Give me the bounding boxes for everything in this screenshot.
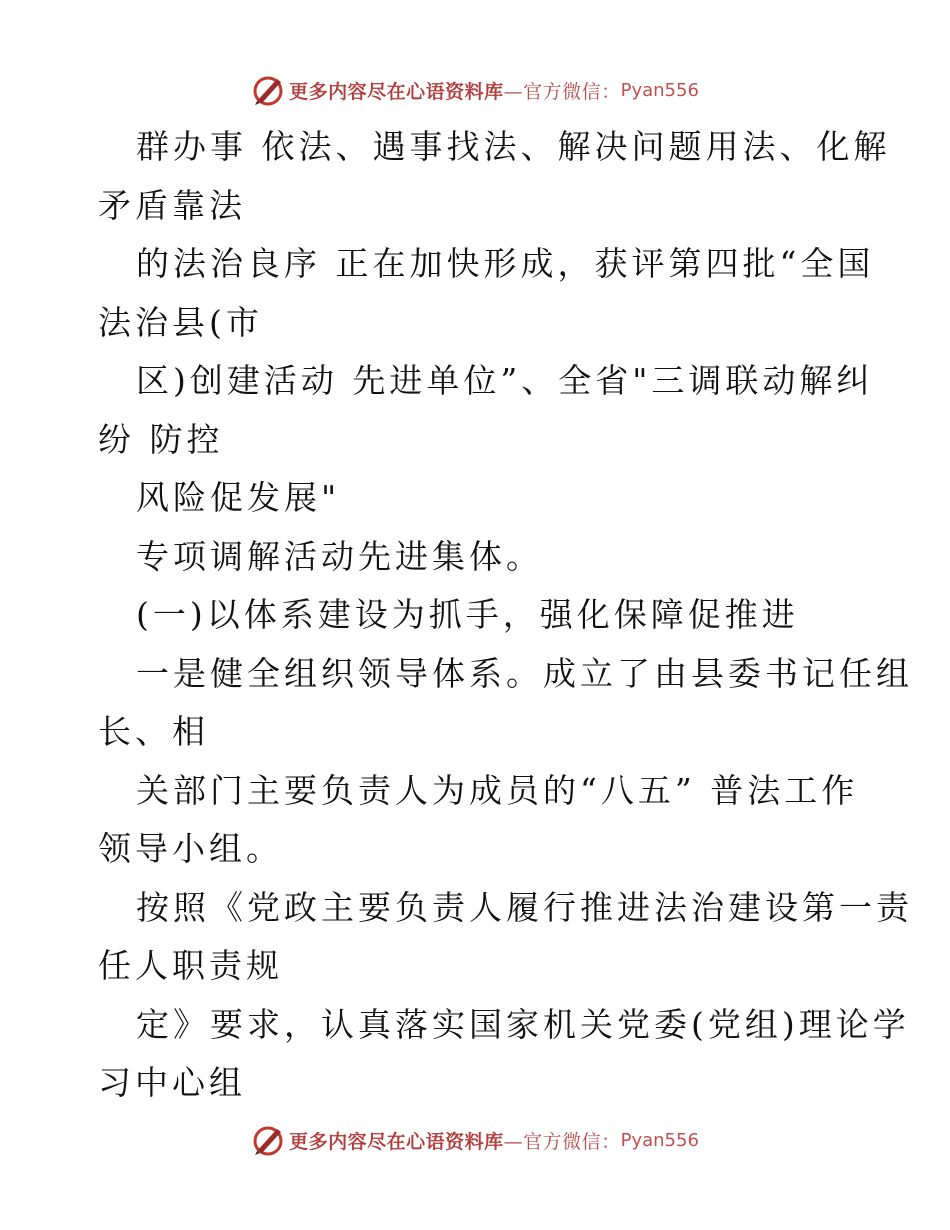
document-body <box>98 118 913 1113</box>
banner-sub-text: —官方微信： <box>503 1130 621 1153</box>
footer-banner <box>0 1120 950 1160</box>
pen-logo-icon <box>251 73 285 107</box>
banner-main-text: 更多内容尽在心语资料库 <box>289 80 504 103</box>
text-line: 任人职责规 <box>98 946 283 985</box>
text-line: (一)以体系建设为抓手，强化保障促推进 <box>136 595 799 634</box>
text-line: 专项调解活动先进集体。 <box>136 536 543 576</box>
pen-logo-icon <box>251 1123 285 1157</box>
text-line: 的法治良序 正在加快形成，获评第四批“全国 <box>136 244 875 283</box>
text-line: 长、相 <box>98 712 209 751</box>
text-line: 纷 防控 <box>98 419 224 459</box>
text-line: 按照《党政主要负责人履行推进法治建设第一责 <box>136 887 913 927</box>
text-line: 定》要求，认真落实国家机关党委(党组)理论学 <box>136 1004 910 1044</box>
banner-wechat-id: Pyan556 <box>620 1129 699 1151</box>
banner-sub-text: —官方微信： <box>503 80 621 103</box>
text-line: 一是健全组织领导体系。成立了由县委书记任组 <box>136 653 913 693</box>
text-line: 矛盾靠法 <box>98 185 246 225</box>
text-line: 关部门主要负责人为成员的“八五” 普法工作 <box>136 770 859 810</box>
banner-wechat-id: Pyan556 <box>620 79 699 101</box>
text-line: 习中心组 <box>98 1063 246 1102</box>
text-line: 风险促发展" <box>136 478 341 517</box>
text-line: 区)创建活动 先进单位”、全省"三调联动解纠 <box>136 361 874 400</box>
text-line: 领导小组。 <box>98 829 283 868</box>
text-line: 法治县(市 <box>98 302 263 342</box>
banner-main-text: 更多内容尽在心语资料库 <box>289 1130 504 1153</box>
text-line: 群办事 依法、遇事找法、解决问题用法、化解 <box>136 127 891 166</box>
header-banner <box>0 70 950 110</box>
